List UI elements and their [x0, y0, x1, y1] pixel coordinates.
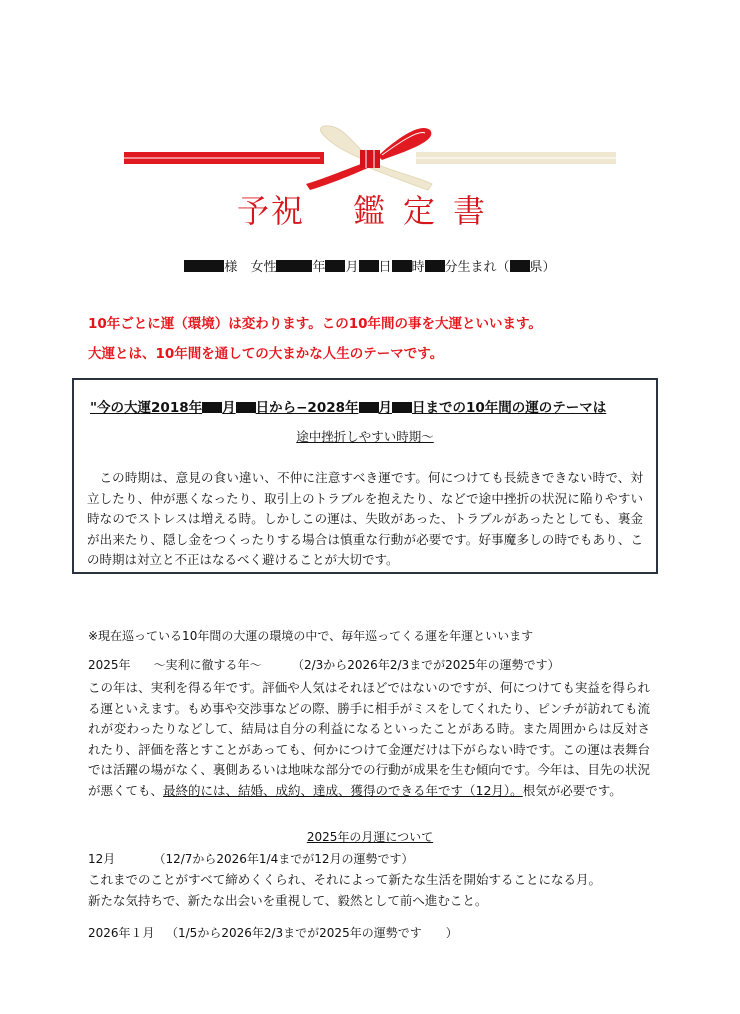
taiun-heading [90, 396, 606, 416]
day-suffix: 日 [378, 260, 392, 275]
honorific: 様 [224, 260, 238, 275]
intro-line-1: 10年ごとに運（環境）は変わります。この10年間の事を大運といいます。 [88, 316, 542, 332]
year-suffix: 年 [312, 260, 326, 275]
nenun-year-line [88, 656, 560, 673]
december-body-line-2: 新たな気持ちで、新たな出会いを重視して、毅然として前へ進むこと。 [88, 892, 488, 908]
january-range: （1/5から2026年2/3までが2025年の運勢です ） [166, 926, 458, 940]
nenun-body-end: 根気が必要です。 [522, 782, 622, 798]
taiun-heading-month-2: 月 [378, 400, 392, 416]
hour-suffix: 時 [411, 260, 425, 275]
redacted-start-day [236, 402, 256, 413]
nenun-year-theme: 〜実利に徹する年〜 [153, 658, 262, 672]
month-suffix: 月 [345, 260, 359, 275]
redacted-month [325, 260, 345, 272]
december-label: 12月 [88, 852, 116, 866]
nenun-body-highlight: 最終的には、結婚、成約、達成、獲得のできる年です（12月）。 [163, 782, 523, 798]
personal-info-line [0, 256, 740, 275]
taiun-box [72, 378, 658, 574]
redacted-prefecture [510, 260, 530, 272]
january-line [88, 924, 458, 941]
nenun-year-label: 2025年 [88, 658, 131, 672]
document-title [0, 186, 740, 232]
getsuun-heading: 2025年の月運について [306, 830, 434, 844]
redacted-name [184, 260, 224, 272]
minute-suffix: 分生まれ（ [444, 260, 510, 275]
title-kanteisho: 鑑定書 [353, 192, 504, 230]
redacted-end-month [359, 402, 379, 413]
december-body [88, 870, 668, 911]
title-yoshuku: 予祝 [236, 192, 305, 230]
taiun-heading-month: 月 [222, 400, 236, 416]
taiun-theme: 途中挫折しやすい時期〜 [296, 429, 434, 444]
taiun-heading-end: 日までの10年間の運のテーマは [412, 400, 607, 416]
redacted-day [359, 260, 379, 272]
redacted-start-month [202, 402, 222, 413]
december-line [88, 850, 414, 867]
taiun-heading-mid: 日から−2028年 [255, 400, 359, 416]
redacted-year [276, 260, 312, 272]
nenun-body-text: この年は、実利を得る年です。評価や人気はそれほどではないのですが、何につけても実益を得られる運といえます。もめ事や交渉事などの際、勝手に相手がミスをしてくれたり、ピンチが訪れても流れが変わったりなどして、結局は自分の利益になるといったことがある時。また周囲からは反対されたり、評価を落とすことがあっても、何かにつけて金運だけは下がらない時です。この運は表舞台では活躍の場がなく、裏側あるいは地味な部分での行動が成果を生む傾向です。今年は、目先の状況が悪くても、 [88, 680, 650, 798]
redacted-minute [425, 260, 445, 272]
taiun-heading-start: "今の大運2018年 [90, 400, 203, 416]
redacted-hour [392, 260, 412, 272]
january-label: 2026年１月 [88, 926, 155, 940]
redacted-end-day [392, 402, 412, 413]
december-range: （12/7から2026年1/4までが12月の運勢です） [153, 852, 414, 866]
december-body-line-1: これまでのことがすべて締めくくられ、それによって新たな生活を開始することになる月。 [88, 872, 602, 887]
nenun-year-range: （2/3から2026年2/3までが2025年の運勢です） [291, 658, 560, 672]
taiun-body: この時期は、意見の食い違い、不仲に注意すべき運です。何につけても長続きできない時で、対立したり、仲が悪くなったり、取引上のトラブルを抱えたり、などで途中挫折の状況に陥りやすい時なのでストレスは増える時。しかしこの運は、失敗があった、トラブルがあったとしても、裏金が出来たり、隠し金をつくったりする場合は慎重な行動が必要です。好事魔多しの時でもあり、この時期は対立と不正はなるべく避けることが大切です。 [87, 470, 643, 567]
prefecture-suffix: 県） [529, 260, 556, 275]
nenun-note: ※現在巡っている10年間の大運の環境の中で、毎年巡ってくる運を年運といいます [88, 629, 534, 643]
gender: 女性 [250, 260, 277, 275]
nenun-body [88, 678, 650, 801]
intro-line-2: 大運とは、10年間を通しての大まかな人生のテーマです。 [88, 346, 444, 362]
